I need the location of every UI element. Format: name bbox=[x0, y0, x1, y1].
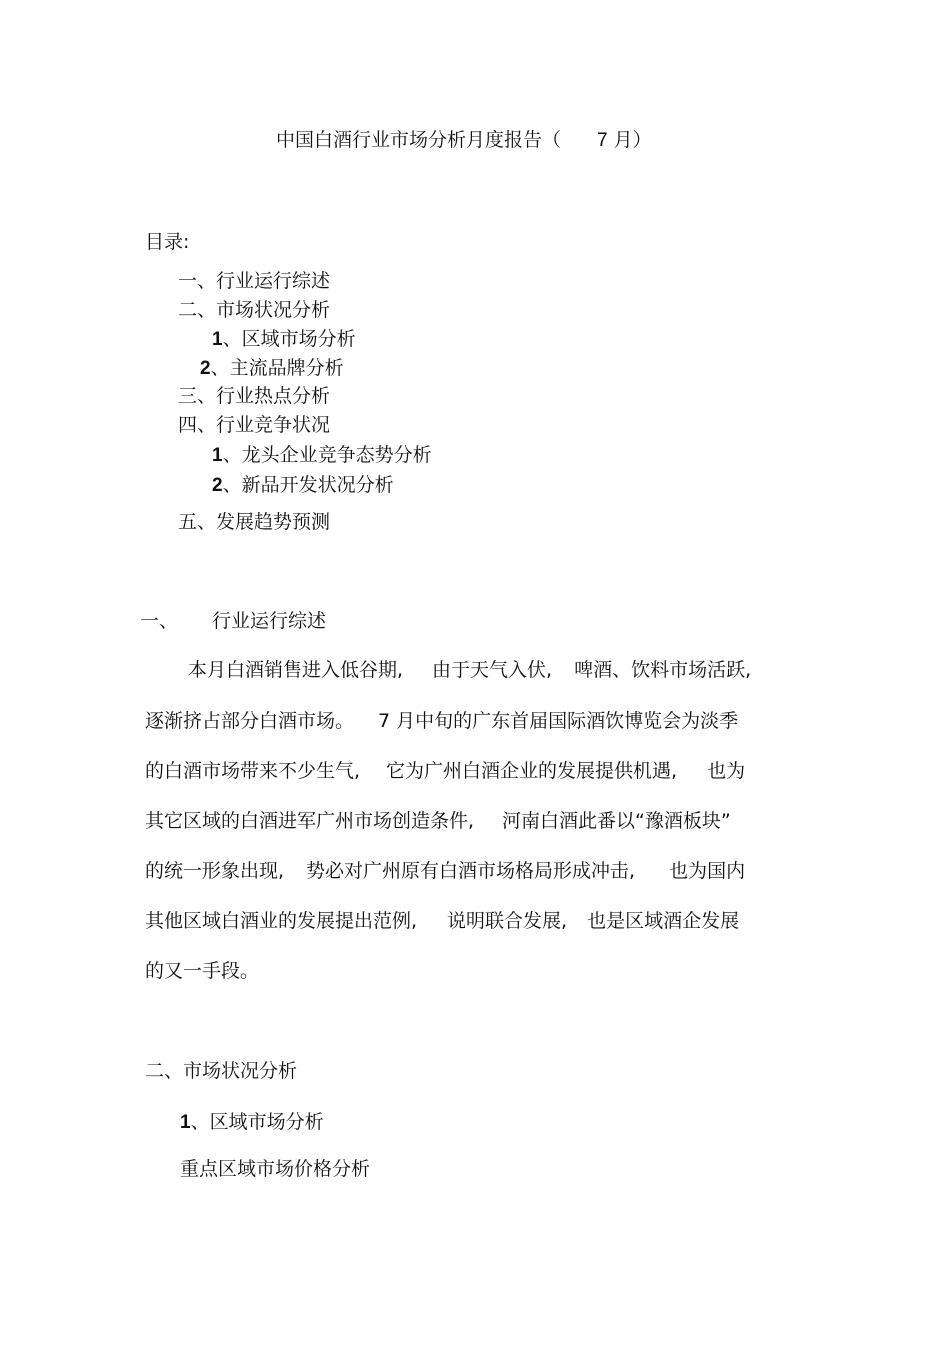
toc-item-label: 一、行业运行综述 bbox=[178, 270, 331, 292]
toc-item-4[interactable] bbox=[178, 416, 330, 435]
toc-item-2[interactable] bbox=[178, 301, 330, 320]
section1-number: 一、 bbox=[140, 610, 179, 632]
toc-heading: 目录: bbox=[145, 231, 190, 253]
paragraph-line-2: 逐渐挤占部分白酒市场。 7 月中旬的广东首届国际酒饮博览会为淡季 bbox=[145, 710, 739, 732]
section2-title: 二、市场状况分析 bbox=[145, 1060, 298, 1082]
toc-item-label: 二、市场状况分析 bbox=[178, 299, 331, 321]
subheading-label: 、区域市场分析 bbox=[190, 1111, 324, 1133]
toc-item-5[interactable] bbox=[178, 513, 330, 532]
paragraph-line-1: 本月白酒销售进入低谷期, 由于天气入伏, 啤酒、饮料市场活跃, bbox=[188, 659, 752, 681]
toc-item-number: 1 bbox=[212, 329, 223, 350]
paragraph-line-5: 的统一形象出现, 势必对广州原有白酒市场格局形成冲击, 也为国内 bbox=[145, 860, 746, 882]
subheading-number: 1 bbox=[180, 1112, 191, 1133]
toc-item-3[interactable] bbox=[178, 387, 330, 406]
paragraph-line-6: 其他区域白酒业的发展提出范例, 说明联合发展, 也是区域酒企发展 bbox=[145, 910, 740, 932]
toc-item-number: 2 bbox=[212, 475, 223, 496]
toc-item-label: 五、发展趋势预测 bbox=[178, 511, 331, 533]
toc-item-label: 、新品开发状况分析 bbox=[222, 474, 394, 496]
section2-sub-subheading: 重点区域市场价格分析 bbox=[180, 1158, 371, 1180]
title-main: 中国白酒行业市场分析月度报告（ bbox=[276, 129, 562, 151]
toc-item-number: 2 bbox=[200, 358, 211, 379]
toc-item-label: 四、行业竞争状况 bbox=[178, 414, 331, 436]
toc-item-label: 、区域市场分析 bbox=[222, 328, 356, 350]
paragraph-line-7: 的又一手段。 bbox=[145, 960, 260, 982]
toc-item-1[interactable] bbox=[178, 272, 330, 291]
toc-item-2-2[interactable] bbox=[200, 359, 344, 378]
title-tail: 月） bbox=[613, 129, 652, 151]
section2-subheading bbox=[180, 1113, 324, 1132]
paragraph-line-3: 的白酒市场带来不少生气, 它为广州白酒企业的发展提供机遇, 也为 bbox=[145, 760, 746, 782]
toc-item-2-1[interactable] bbox=[212, 330, 356, 349]
toc-item-label: 、主流品牌分析 bbox=[210, 357, 344, 379]
paragraph-line-4: 其它区域的白酒进军广州市场创造条件, 河南白酒此番以“豫酒板块” bbox=[145, 810, 731, 832]
title-month: 7 bbox=[597, 130, 608, 151]
toc-item-number: 1 bbox=[212, 445, 223, 466]
toc-item-4-1[interactable] bbox=[212, 446, 432, 465]
toc-item-label: 三、行业热点分析 bbox=[178, 385, 331, 407]
section1-title: 行业运行综述 bbox=[212, 610, 327, 632]
document-title bbox=[276, 131, 652, 150]
toc-item-label: 、龙头企业竞争态势分析 bbox=[222, 444, 432, 466]
toc-item-4-2[interactable] bbox=[212, 476, 394, 495]
